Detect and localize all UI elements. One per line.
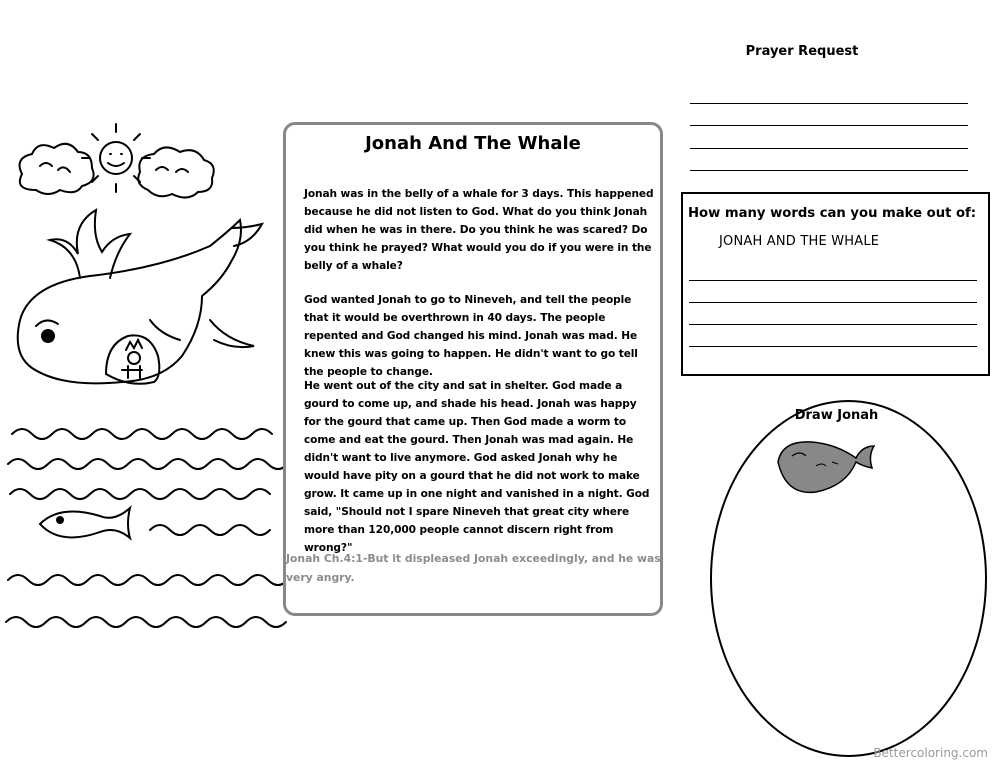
whale-sea-illustration <box>0 110 290 640</box>
word-writing-line[interactable] <box>689 324 977 325</box>
story-panel <box>283 122 663 616</box>
whale-icon <box>18 210 262 384</box>
word-writing-line[interactable] <box>689 346 977 347</box>
word-activity-question: How many words can you make out of: <box>688 206 977 221</box>
prayer-request-title: Prayer Request <box>745 44 859 59</box>
waves-icon <box>6 429 288 627</box>
sun-icon <box>82 124 150 192</box>
story-title: Jonah And The Whale <box>365 133 581 154</box>
watermark: Bettercoloring.com <box>873 746 988 760</box>
bible-verse: Jonah Ch.4:1-But it displeased Jonah exceedingly, and he was very angry. <box>286 552 661 584</box>
word-activity-phrase: JONAH AND THE WHALE <box>719 234 880 249</box>
word-writing-line[interactable] <box>689 302 977 303</box>
small-whale-icon <box>772 432 880 496</box>
prayer-writing-line[interactable] <box>690 103 968 104</box>
prayer-writing-line[interactable] <box>690 148 968 149</box>
story-paragraph: Jonah was in the belly of a whale for 3 days. This happened because he did not listen to God. What do you think Jonah did when he was in there. Do you think he was scared? Do you think he prayed? What would you do if you were in the belly of a whale? <box>304 188 654 272</box>
story-paragraph: He went out of the city and sat in shelter. God made a gourd to come up, and shade his head. Jonah was happy for the gourd that came up. Then God made a worm to come and eat the gourd. Then Jonah was mad again. He didn't want to live anymore. God asked Jonah why he would have pity on a gourd that he did not work to make grow. It came up in one night and vanished in a night. God said, "Should not I spare Nineveh that great city where more than 120,000 people cannot discern right from wrong?" <box>304 380 650 554</box>
story-paragraph: God wanted Jonah to go to Nineveh, and tell the people that it would be overthrown in 40 days. The people repented and God changed his mind. Jonah was mad. He knew this was going to happen. He didn't want to go tell the people to change. <box>304 294 638 378</box>
prayer-writing-line[interactable] <box>690 125 968 126</box>
drawing-area-title: Draw Jonah <box>794 408 879 423</box>
word-writing-line[interactable] <box>689 280 977 281</box>
cloud-icon <box>20 144 94 194</box>
word-activity-box <box>681 192 990 376</box>
fish-icon <box>40 508 130 538</box>
cloud-icon <box>138 147 214 197</box>
prayer-writing-line[interactable] <box>690 170 968 171</box>
